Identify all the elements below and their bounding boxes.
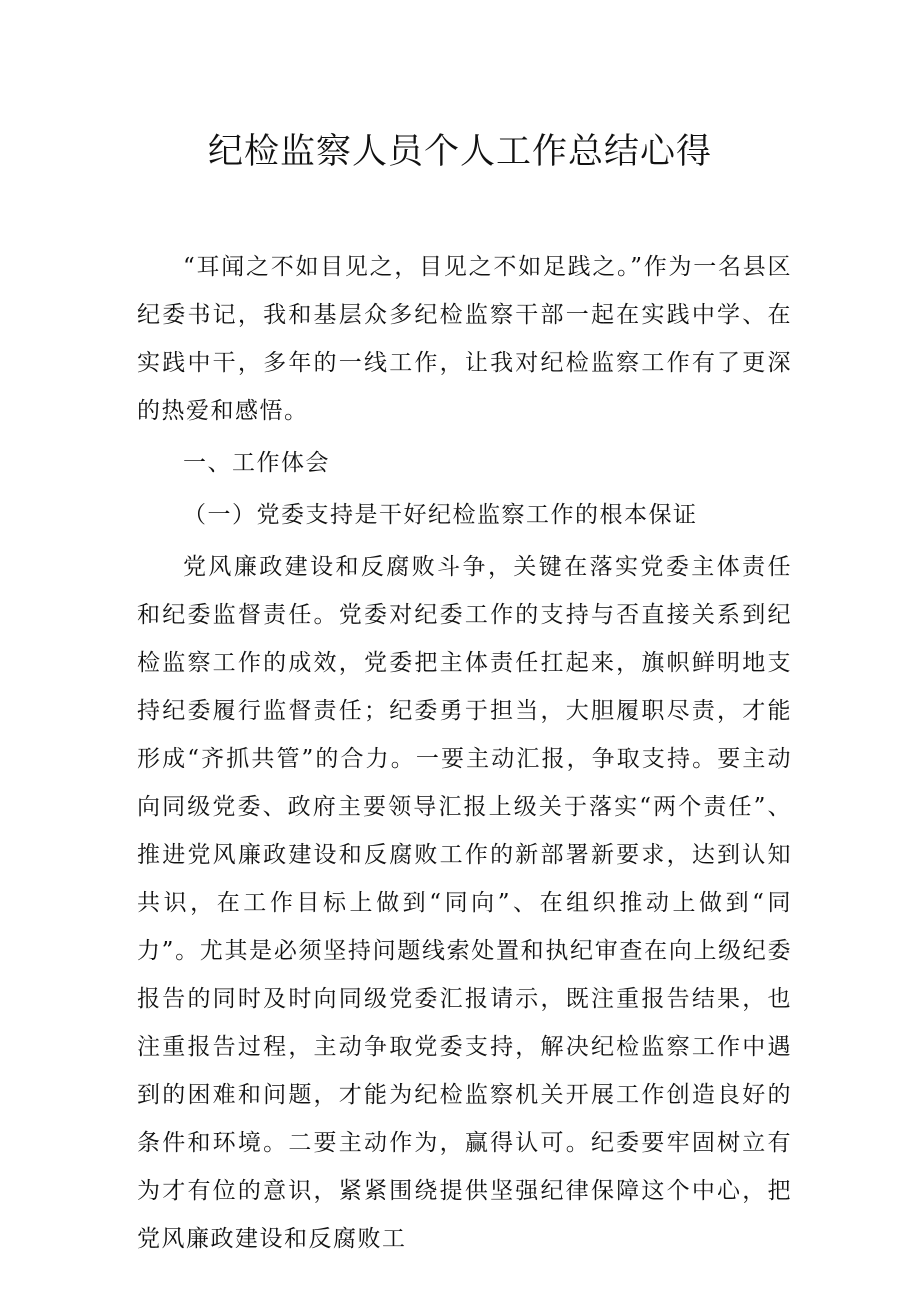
section-heading: 一、工作体会 bbox=[183, 450, 330, 476]
body-paragraph: 党风廉政建设和反腐败斗争，关键在落实党委主体责任和纪委监督责任。党委对纪委工作的支持与否直接关系到纪检监察工作的成效，党委把主体责任扛起来，旗帜鲜明地支持纪委履行监督责任；纪委勇于担当，大胆履职尽责，才能形成“齐抓共管”的合力。一要主动汇报，争取支持。要主动向同级党委、政府主要领导汇报上级关于落实“两个责任”、推进党风廉政建设和反腐败工作的新部署新要求，达到认知共识，在工作目标上做到“同向”、在组织推动上做到“同力”。尤其是必须坚持问题线索处置和执纪审查在向上级纪委报告的同时及时向同级党委汇报请示，既注重报告结果，也注重报告过程，主动争取党委支持，解决纪检监察工作中遇到的困难和问题，才能为纪检监察机关开展工作创造良好的条件和环境。二要主动作为，赢得认可。纪委要牢固树立有为才有位的意识，紧紧围绕提供坚强纪律保障这个中心，把党风廉政建设和反腐败工 bbox=[137, 554, 792, 1252]
document-title: 纪检监察人员个人工作总结心得 bbox=[207, 132, 712, 172]
subsection-heading: （一）党委支持是干好纪检监察工作的根本保证 bbox=[183, 502, 698, 528]
document-body bbox=[137, 243, 792, 1267]
intro-paragraph: “耳闻之不如目见之，目见之不如足践之。”作为一名县区纪委书记，我和基层众多纪检监察干部一起在实践中学、在实践中干，多年的一线工作，让我对纪检监察工作有了更深的热爱和感悟。 bbox=[137, 254, 792, 424]
